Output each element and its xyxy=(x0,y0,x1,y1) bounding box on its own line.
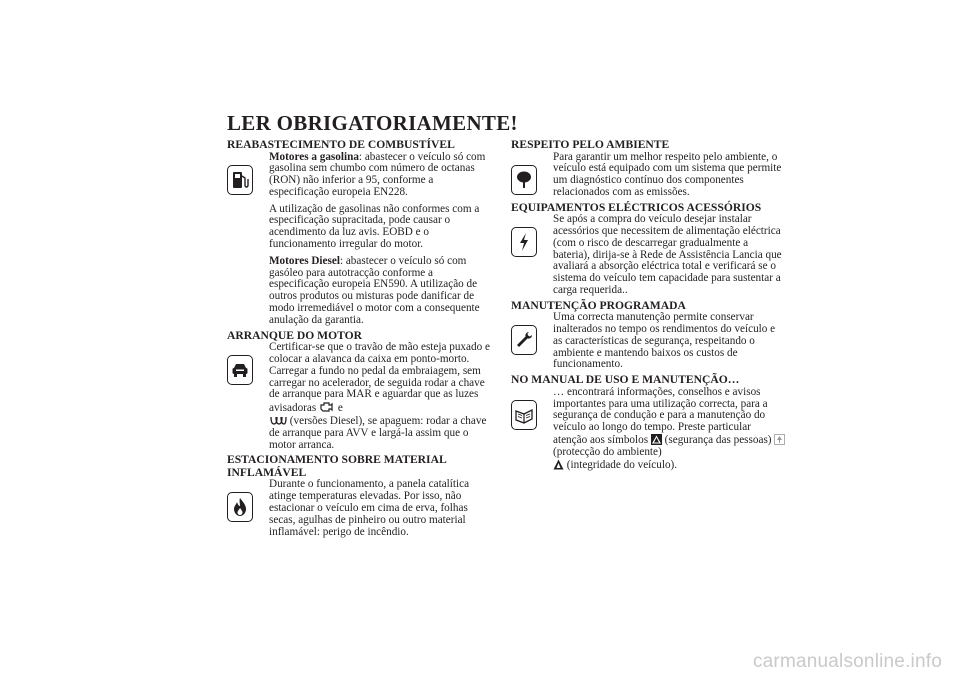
section-body xyxy=(511,387,786,472)
paragraph: Para garantir um melhor respeito pelo ambiente, o veículo está equipado com um sistema que permite um diagnóstico contínuo dos componentes relacionados com as emissões. xyxy=(553,150,782,198)
section-body xyxy=(227,479,495,538)
body-text: : abastecer o veículo só com gasóleo para autotracção conforme a especificação europeia EN590. A utilização de outros produtos ou misturas pode danificar de modo irremediável o motor com a consequente anulação da garantia. xyxy=(269,254,480,326)
section-body xyxy=(511,152,786,199)
paragraph: A utilização de gasolinas não conformes com a especificação supracitada, pode causar o acendimento da luz avis. EOBD e o funcionamento irregular do motor. xyxy=(269,202,480,251)
open-book-icon xyxy=(511,400,537,430)
body-text: (versões Diesel), se apaguem: rodar a chave de arranque para AVV e largá-la assim que o motor arranca. xyxy=(269,414,487,451)
watermark: carmanualsonline.info xyxy=(752,651,942,672)
section-heading: REABASTECIMENTO DE COMBUSTÍVEL xyxy=(227,138,455,151)
engine-warning-light-icon xyxy=(319,401,335,413)
body-text: Certificar-se que o travão de mão esteja puxado e colocar a alavanca da caixa em ponto-morto. Carregar a fundo no pedal da embraiagem, sem carregar no acelerador, de seguida rodar a chave de arranque para MAR e aguardar que as luzes avisadoras xyxy=(269,341,490,415)
paragraph xyxy=(269,342,495,451)
lead-text: Motores a gasolina xyxy=(269,150,359,163)
section-heading: RESPEITO PELO AMBIENTE xyxy=(511,138,670,151)
paragraph: Uma correcta manutenção permite conservar inalterados no tempo os rendimentos do veículo e as características de segurança, respeitando o ambiente e mantendo baixos os custos de funcionamento. xyxy=(553,311,776,371)
lead-text: Motores Diesel xyxy=(269,254,340,267)
body-text: (segurança das pessoas) xyxy=(664,433,772,446)
glow-plug-light-icon xyxy=(269,415,287,426)
wrench-icon xyxy=(511,325,537,355)
section-maintenance xyxy=(511,300,786,371)
flame-icon xyxy=(227,492,253,522)
section-environment xyxy=(511,139,786,199)
section-body xyxy=(511,214,786,297)
right-column xyxy=(511,139,786,474)
section-start xyxy=(227,330,495,452)
section-heading: ARRANQUE DO MOTOR xyxy=(227,328,363,342)
body-text: e xyxy=(337,402,343,415)
lightning-icon xyxy=(511,227,537,257)
body-text: (integridade do veículo). xyxy=(566,458,678,471)
environment-symbol-icon xyxy=(774,434,785,445)
paragraph: Se após a compra do veículo desejar instalar acessórios que necessitem de alimentação eléctrica (com o risco de descarregar gradualmente a bateria), dirija-se à Rede de Assistência Lancia que avaliará a absorção eléctrica total e verificará se o sistema do veículo tem capacidade para sustentar a carga requerida.. xyxy=(553,213,782,296)
section-heading: EQUIPAMENTOS ELÉCTRICOS ACESSÓRIOS xyxy=(511,200,762,214)
vehicle-integrity-symbol-icon xyxy=(553,459,564,470)
body-text: (protecção do ambiente) xyxy=(553,445,662,458)
section-heading: MANUTENÇÃO PROGRAMADA xyxy=(511,298,686,312)
section-electrical xyxy=(511,202,786,297)
section-heading: NO MANUAL DE USO E MANUTENÇÃO… xyxy=(511,373,740,387)
section-manual xyxy=(511,374,786,471)
paragraph xyxy=(269,256,495,327)
section-body xyxy=(227,342,495,451)
section-heading: ESTACIONAMENTO SOBRE MATERIAL INFLAMÁVEL xyxy=(227,453,447,479)
people-safety-symbol-icon xyxy=(651,434,662,445)
car-icon xyxy=(227,355,253,385)
tree-icon xyxy=(511,165,537,195)
page-title: LER OBRIGATORIAMENTE! xyxy=(227,111,518,135)
paragraph: Durante o funcionamento, a panela catalítica atinge temperaturas elevadas. Por isso, não estacionar o veículo em cima de erva, folhas secas, agulhas de pinheiro ou outro material inflamável: perigo de incêndio. xyxy=(269,478,470,538)
paragraph xyxy=(269,152,495,199)
body-text: … encontrará informações, conselhos e avisos importantes para uma utilização correcta, para a segurança de condução e para a manutenção do veículo ao longo do tempo. Preste particular atenção aos símbolos xyxy=(553,385,768,446)
fuel-pump-icon xyxy=(227,165,253,195)
section-body xyxy=(511,312,786,371)
paragraph xyxy=(553,387,786,472)
section-fuel xyxy=(227,139,495,327)
body-text: : abastecer o veículo só com gasolina sem chumbo com número de octanas (RON) não inferior a 95, conforme a especificação europeia EN228. xyxy=(269,150,486,198)
section-parking xyxy=(227,454,495,538)
section-body xyxy=(227,152,495,327)
left-column xyxy=(227,139,495,541)
